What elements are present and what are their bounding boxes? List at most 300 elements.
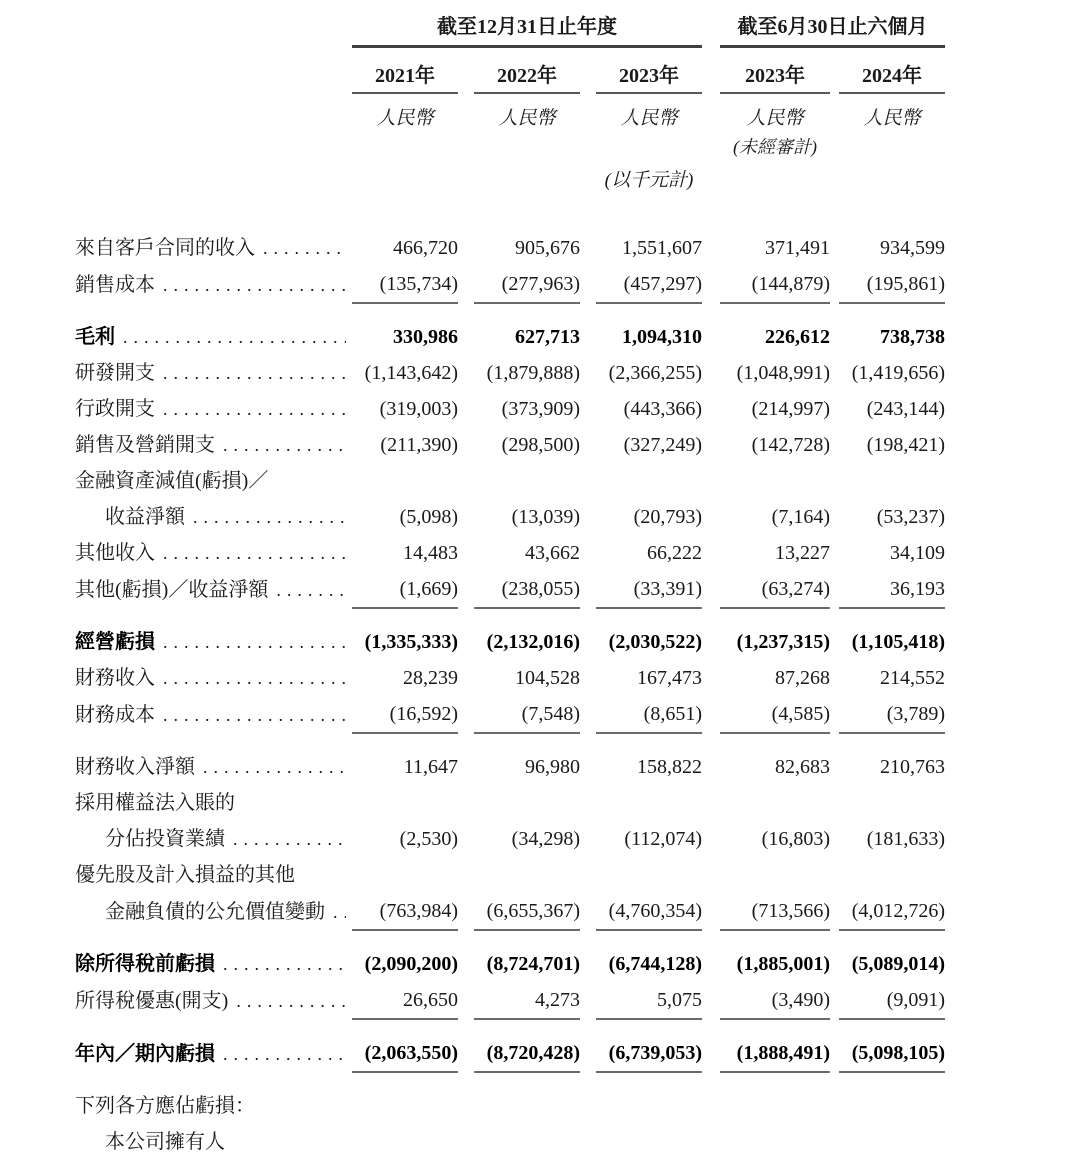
value-cell: (7,548) xyxy=(474,690,580,733)
value-cell: 13,227 xyxy=(775,542,830,564)
row-label-wrap xyxy=(75,827,352,851)
spacer-cell xyxy=(839,457,945,493)
column-gap xyxy=(580,421,596,457)
period-group-row xyxy=(75,6,945,47)
year-header: 2023年 xyxy=(596,47,702,94)
dot-leader xyxy=(163,630,346,654)
column-gap xyxy=(458,529,474,565)
column-gap xyxy=(458,457,474,493)
value-cell: (5,098) xyxy=(399,506,458,528)
row-label xyxy=(75,690,352,733)
currency-label: 人民幣 xyxy=(863,108,921,129)
column-gap xyxy=(458,260,474,303)
column-gap xyxy=(702,815,720,851)
spacer-cell xyxy=(720,1072,830,1118)
row-label-wrap xyxy=(75,273,352,297)
row-label-text: 收益淨額 xyxy=(105,506,185,528)
column-gap xyxy=(830,224,839,260)
row-label xyxy=(75,529,352,565)
value-cell: (1,335,333) xyxy=(364,631,458,653)
column-gap xyxy=(830,303,839,349)
value-cell: 82,683 xyxy=(775,756,830,778)
spacer-cell xyxy=(352,1072,458,1118)
row-label xyxy=(75,1072,352,1118)
currency-label: 人民幣 xyxy=(746,108,804,129)
column-gap xyxy=(702,1019,720,1072)
spacer-cell xyxy=(839,130,945,159)
column-gap xyxy=(830,654,839,690)
spacer-cell xyxy=(720,851,830,887)
column-gap xyxy=(830,608,839,654)
row-label xyxy=(75,565,352,608)
row-label-wrap xyxy=(75,1094,352,1118)
spacer-cell xyxy=(75,159,352,194)
column-gap xyxy=(580,851,596,887)
table-row xyxy=(75,976,945,1019)
value-cell: (1,669) xyxy=(352,565,458,608)
unit-note-row xyxy=(75,159,945,194)
value-cell: (2,090,200) xyxy=(364,953,458,975)
row-label-wrap xyxy=(75,505,352,529)
value-cell: 214,552 xyxy=(880,667,946,689)
row-label-wrap xyxy=(75,989,352,1013)
row-label-wrap xyxy=(75,755,352,779)
spacer-cell xyxy=(596,130,702,159)
spacer-cell xyxy=(720,779,830,815)
row-label xyxy=(75,1118,352,1154)
spacer-cell xyxy=(75,6,352,47)
value-cell: 87,268 xyxy=(775,667,830,689)
spacer-cell xyxy=(352,851,458,887)
column-gap xyxy=(580,260,596,303)
value-cell: (1,105,418) xyxy=(851,631,946,653)
value-cell: (4,585) xyxy=(720,690,830,733)
column-gap xyxy=(458,130,474,159)
column-gap xyxy=(830,47,839,94)
column-gap xyxy=(458,421,474,457)
column-gap xyxy=(580,224,596,260)
row-label-wrap xyxy=(75,666,352,690)
value-cell: 905,676 xyxy=(515,237,580,259)
column-gap xyxy=(830,421,839,457)
value-cell: (3,490) xyxy=(720,976,830,1019)
column-gap xyxy=(702,493,720,529)
row-label xyxy=(75,349,352,385)
value-cell: 36,193 xyxy=(839,565,945,608)
column-gap xyxy=(830,130,839,159)
row-label xyxy=(75,930,352,976)
value-cell: (319,003) xyxy=(379,398,458,420)
column-gap xyxy=(458,303,474,349)
row-label-wrap xyxy=(75,361,352,385)
column-gap xyxy=(458,1019,474,1072)
row-label-wrap xyxy=(75,863,352,887)
column-gap xyxy=(702,529,720,565)
currency-label: 人民幣 xyxy=(376,108,434,129)
table-row xyxy=(75,457,945,493)
row-label-text: 下列各方應佔虧損： xyxy=(75,1095,255,1117)
value-cell: 934,599 xyxy=(880,237,946,259)
value-cell: (8,724,701) xyxy=(486,953,580,975)
column-gap xyxy=(458,565,474,608)
column-gap xyxy=(702,349,720,385)
row-label-text: 毛利 xyxy=(75,326,115,348)
dot-leader xyxy=(223,433,346,457)
column-gap xyxy=(580,130,596,159)
row-label xyxy=(75,493,352,529)
value-cell: (33,391) xyxy=(596,565,702,608)
value-cell: 371,491 xyxy=(765,237,830,259)
dot-leader xyxy=(203,755,346,779)
value-cell: 210,763 xyxy=(880,756,946,778)
table-row xyxy=(75,260,945,303)
row-label xyxy=(75,224,352,260)
row-label xyxy=(75,779,352,815)
spacer-cell xyxy=(75,130,352,159)
column-gap xyxy=(830,565,839,608)
row-label-text: 銷售成本 xyxy=(75,274,155,296)
value-cell: (6,655,367) xyxy=(474,887,580,930)
value-cell: (713,566) xyxy=(720,887,830,930)
row-label-text: 金融負債的公允價值變動 xyxy=(105,901,325,923)
value-cell: 226,612 xyxy=(765,326,830,348)
row-label xyxy=(75,608,352,654)
column-gap xyxy=(830,457,839,493)
value-cell: 1,551,607 xyxy=(622,237,702,259)
table-row xyxy=(75,1019,945,1072)
column-gap xyxy=(458,93,474,130)
table-row xyxy=(75,851,945,887)
column-gap xyxy=(702,457,720,493)
column-gap xyxy=(702,224,720,260)
table-row xyxy=(75,493,945,529)
row-label-text: 財務收入淨額 xyxy=(75,756,195,778)
column-gap xyxy=(458,349,474,385)
column-gap xyxy=(702,976,720,1019)
value-cell: 96,980 xyxy=(525,756,580,778)
row-label xyxy=(75,1019,352,1072)
row-label-text: 其他(虧損)／收益淨額 xyxy=(75,579,269,601)
spacer-cell xyxy=(352,779,458,815)
column-gap xyxy=(830,851,839,887)
value-cell: 14,483 xyxy=(403,542,458,564)
value-cell: (277,963) xyxy=(474,260,580,303)
column-gap xyxy=(458,47,474,94)
column-gap xyxy=(458,654,474,690)
unaudited-note-row xyxy=(75,130,945,159)
value-cell: (1,419,656) xyxy=(851,362,946,384)
value-cell: 627,713 xyxy=(515,326,580,348)
column-gap xyxy=(830,159,839,194)
dot-leader xyxy=(223,1042,346,1066)
column-gap xyxy=(702,421,720,457)
value-cell: (34,298) xyxy=(511,828,580,850)
table-header xyxy=(75,6,945,224)
spacer-cell xyxy=(596,1072,702,1118)
row-label xyxy=(75,815,352,851)
column-gap xyxy=(580,976,596,1019)
spacer-cell xyxy=(75,93,352,130)
spacer-cell xyxy=(474,779,580,815)
spacer-cell xyxy=(720,159,830,194)
value-cell: (4,760,354) xyxy=(596,887,702,930)
table-body xyxy=(75,224,945,1154)
column-gap xyxy=(702,930,720,976)
value-cell: (53,237) xyxy=(876,506,946,528)
value-cell: (8,651) xyxy=(596,690,702,733)
spacer-cell xyxy=(839,851,945,887)
value-cell: (16,592) xyxy=(352,690,458,733)
value-cell: (211,390) xyxy=(380,434,458,456)
column-gap xyxy=(830,493,839,529)
value-cell: (1,048,991) xyxy=(736,362,830,384)
dot-leader xyxy=(193,505,346,529)
column-gap xyxy=(458,815,474,851)
value-cell: (144,879) xyxy=(720,260,830,303)
row-label xyxy=(75,260,352,303)
dot-leader xyxy=(223,952,346,976)
column-gap xyxy=(458,493,474,529)
row-label-text: 年內／期內虧損 xyxy=(75,1043,215,1065)
dot-leader xyxy=(163,361,346,385)
column-gap xyxy=(458,224,474,260)
table-row xyxy=(75,303,945,349)
value-cell: (373,909) xyxy=(501,398,580,420)
spacer-cell xyxy=(75,47,352,94)
column-gap xyxy=(580,815,596,851)
column-gap xyxy=(702,260,720,303)
column-gap xyxy=(458,930,474,976)
row-label-text: 財務收入 xyxy=(75,667,155,689)
column-gap xyxy=(580,1072,596,1118)
value-cell: 66,222 xyxy=(647,542,702,564)
column-gap xyxy=(580,779,596,815)
row-label-wrap xyxy=(75,578,352,602)
column-gap xyxy=(830,1118,839,1154)
value-cell: (214,997) xyxy=(751,398,830,420)
year-header: 2023年 xyxy=(720,47,830,94)
value-cell: (16,803) xyxy=(761,828,830,850)
table-row xyxy=(75,224,945,260)
value-cell: (3,789) xyxy=(839,690,945,733)
spacer-cell xyxy=(839,1118,945,1154)
value-cell: (6,739,053) xyxy=(596,1019,702,1072)
row-label-text: 財務成本 xyxy=(75,704,155,726)
value-cell: 738,738 xyxy=(880,326,946,348)
column-gap xyxy=(702,303,720,349)
table-row xyxy=(75,608,945,654)
row-label-text: 優先股及計入損益的其他 xyxy=(75,864,295,886)
column-gap xyxy=(702,654,720,690)
spacer-cell xyxy=(352,457,458,493)
value-cell: (13,039) xyxy=(511,506,580,528)
column-gap xyxy=(830,733,839,779)
value-cell: (1,143,642) xyxy=(364,362,458,384)
column-gap xyxy=(830,93,839,130)
row-label-wrap xyxy=(75,900,352,924)
income-statement-table xyxy=(75,6,945,1154)
column-gap xyxy=(580,349,596,385)
year-header: 2022年 xyxy=(474,47,580,94)
column-gap xyxy=(830,690,839,733)
value-cell: (5,098,105) xyxy=(839,1019,945,1072)
row-label-wrap xyxy=(75,236,352,260)
row-label-wrap xyxy=(75,469,352,493)
value-cell: (2,030,522) xyxy=(608,631,702,653)
value-cell: (8,720,428) xyxy=(474,1019,580,1072)
table-row xyxy=(75,930,945,976)
column-gap xyxy=(458,733,474,779)
table-row xyxy=(75,779,945,815)
value-cell: (112,074) xyxy=(624,828,702,850)
dot-leader xyxy=(163,666,346,690)
value-cell: (63,274) xyxy=(720,565,830,608)
column-gap xyxy=(702,1118,720,1154)
column-gap xyxy=(702,47,720,94)
column-gap xyxy=(580,565,596,608)
value-cell: (238,055) xyxy=(474,565,580,608)
row-label-text: 研發開支 xyxy=(75,362,155,384)
column-gap xyxy=(580,654,596,690)
value-cell: (6,744,128) xyxy=(608,953,702,975)
value-cell: (7,164) xyxy=(771,506,830,528)
column-gap xyxy=(830,349,839,385)
currency-label: 人民幣 xyxy=(498,108,556,129)
column-gap xyxy=(580,93,596,130)
value-cell: (443,366) xyxy=(623,398,702,420)
row-label-wrap xyxy=(75,1042,352,1066)
row-label-text: 銷售及營銷開支 xyxy=(75,434,215,456)
value-cell: 28,239 xyxy=(403,667,458,689)
value-cell: (5,089,014) xyxy=(851,953,946,975)
column-gap xyxy=(580,1019,596,1072)
column-gap xyxy=(580,887,596,930)
spacer-cell xyxy=(474,457,580,493)
value-cell: (1,879,888) xyxy=(486,362,580,384)
spacer-cell xyxy=(75,194,945,224)
row-label xyxy=(75,976,352,1019)
spacer-cell xyxy=(839,1072,945,1118)
year-header: 2021年 xyxy=(352,47,458,94)
table-row xyxy=(75,565,945,608)
dot-leader xyxy=(163,703,346,727)
column-gap xyxy=(580,303,596,349)
table-row xyxy=(75,529,945,565)
value-cell: 330,986 xyxy=(393,326,458,348)
column-gap xyxy=(702,779,720,815)
row-label-wrap xyxy=(75,630,352,654)
value-cell: (1,885,001) xyxy=(736,953,830,975)
column-gap xyxy=(458,779,474,815)
value-cell: (142,728) xyxy=(751,434,830,456)
column-gap xyxy=(702,608,720,654)
group-gap xyxy=(702,6,720,47)
value-cell: 466,720 xyxy=(393,237,458,259)
period-group-header: 截至12月31日止年度 xyxy=(352,6,702,47)
column-gap xyxy=(458,690,474,733)
value-cell: (457,297) xyxy=(596,260,702,303)
column-gap xyxy=(580,690,596,733)
value-cell: 26,650 xyxy=(352,976,458,1019)
column-gap xyxy=(702,565,720,608)
row-label xyxy=(75,733,352,779)
spacer-cell xyxy=(474,159,580,194)
column-gap xyxy=(830,887,839,930)
column-gap xyxy=(458,851,474,887)
column-gap xyxy=(580,733,596,779)
value-cell: (327,249) xyxy=(623,434,702,456)
table-row xyxy=(75,887,945,930)
column-gap xyxy=(702,130,720,159)
row-label xyxy=(75,421,352,457)
column-gap xyxy=(580,385,596,421)
row-label xyxy=(75,887,352,930)
dot-leader xyxy=(123,325,346,349)
spacer-cell xyxy=(839,779,945,815)
value-cell: (181,633) xyxy=(866,828,946,850)
row-label-text: 分佔投資業績 xyxy=(105,828,225,850)
column-gap xyxy=(580,1118,596,1154)
dot-leader xyxy=(276,578,346,602)
value-cell: (763,984) xyxy=(352,887,458,930)
table-row xyxy=(75,815,945,851)
row-label-wrap xyxy=(75,1130,352,1154)
value-cell: 43,662 xyxy=(525,542,580,564)
row-label-wrap xyxy=(75,397,352,421)
column-gap xyxy=(702,93,720,130)
column-gap xyxy=(580,608,596,654)
period-group-header: 截至6月30日止六個月 xyxy=(720,6,945,47)
table-row xyxy=(75,349,945,385)
row-label xyxy=(75,851,352,887)
column-gap xyxy=(580,159,596,194)
row-label xyxy=(75,385,352,421)
value-cell: 4,273 xyxy=(474,976,580,1019)
dot-leader xyxy=(163,541,346,565)
year-header: 2024年 xyxy=(839,47,945,94)
spacer-cell xyxy=(474,1118,580,1154)
column-gap xyxy=(580,930,596,976)
value-cell: (198,421) xyxy=(866,434,946,456)
column-gap xyxy=(702,385,720,421)
column-gap xyxy=(830,529,839,565)
spacer-cell xyxy=(352,130,458,159)
value-cell: (2,063,550) xyxy=(352,1019,458,1072)
value-cell: (195,861) xyxy=(839,260,945,303)
header-spacer-row xyxy=(75,194,945,224)
spacer-cell xyxy=(474,1072,580,1118)
column-gap xyxy=(830,1019,839,1072)
value-cell: (298,500) xyxy=(501,434,580,456)
spacer-cell xyxy=(596,1118,702,1154)
dot-leader xyxy=(263,236,346,260)
row-label-text: 本公司擁有人 xyxy=(105,1131,225,1153)
column-gap xyxy=(702,159,720,194)
value-cell: (1,237,315) xyxy=(736,631,830,653)
column-gap xyxy=(458,1072,474,1118)
value-cell: (2,366,255) xyxy=(608,362,702,384)
value-cell: 158,822 xyxy=(637,756,702,778)
row-label-text: 行政開支 xyxy=(75,398,155,420)
row-label-wrap xyxy=(75,952,352,976)
column-gap xyxy=(580,529,596,565)
column-gap xyxy=(830,385,839,421)
spacer-cell xyxy=(474,130,580,159)
column-gap xyxy=(458,385,474,421)
dot-leader xyxy=(333,900,346,924)
table-row xyxy=(75,690,945,733)
row-label-text: 來自客戶合同的收入 xyxy=(75,237,255,259)
